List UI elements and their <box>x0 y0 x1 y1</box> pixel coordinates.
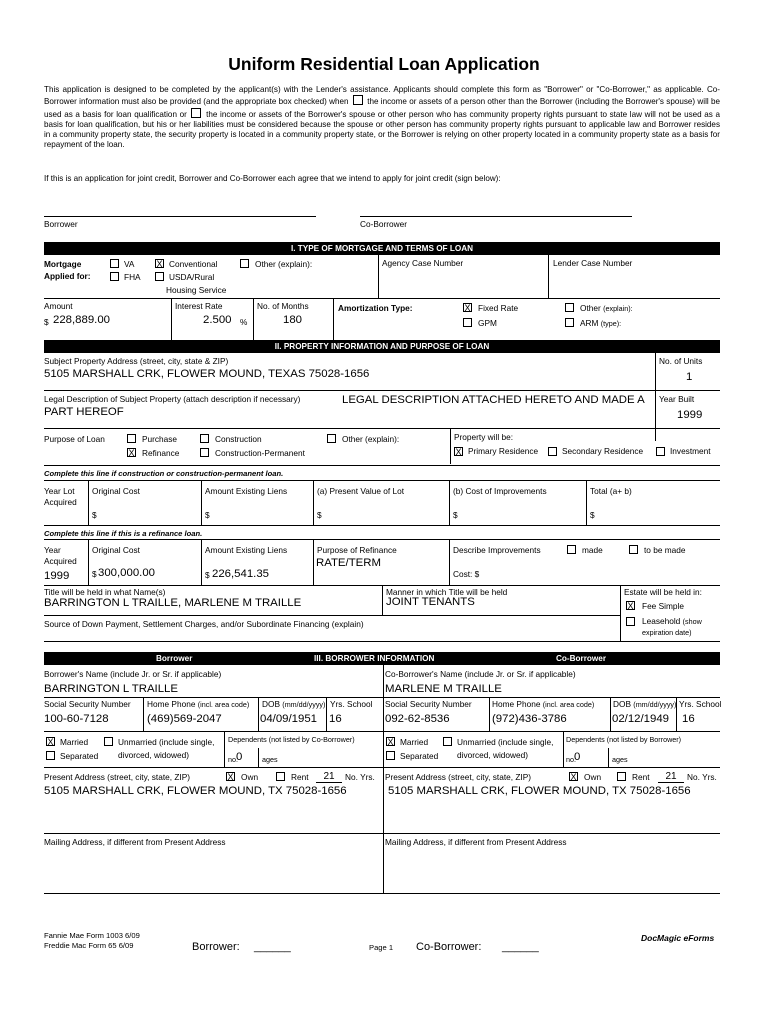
legal-description-value-1[interactable]: LEGAL DESCRIPTION ATTACHED HERETO AND MADE A <box>342 394 645 406</box>
divider <box>378 255 379 298</box>
present-value-label: (a) Present Value of Lot <box>317 486 405 496</box>
c-unmarried-label-2: divorced, widowed) <box>457 750 529 760</box>
c-dob-label <box>613 699 676 709</box>
docmagic-logo: DocMagic eForms <box>641 933 715 943</box>
b-own-label: Own <box>241 772 259 782</box>
borrower-signature-label: Borrower <box>44 219 78 229</box>
amount-currency: $ <box>44 317 49 327</box>
c-present-address-value[interactable]: 5105 MARSHALL CRK, FLOWER MOUND, TX 75028-1656 <box>388 785 691 797</box>
divider <box>313 480 314 525</box>
refi-purpose-value[interactable]: RATE/TERM <box>316 557 381 569</box>
c-years-value[interactable]: 21 <box>658 771 684 783</box>
refi-year-label-2: Acquired <box>44 556 77 566</box>
b-separated-label: Separated <box>60 751 99 761</box>
footer-borrower-initials[interactable]: ______ <box>254 941 291 953</box>
usda-label-2: Housing Service <box>166 285 227 295</box>
agency-case-label: Agency Case Number <box>382 258 464 268</box>
divider <box>44 390 720 391</box>
section-3-header: III. BORROWER INFORMATION <box>314 654 435 663</box>
c-school-label: Yrs. School <box>679 699 722 709</box>
gpm-checkbox[interactable] <box>463 318 472 327</box>
total-dollar: $ <box>590 510 595 520</box>
arm-label <box>580 318 621 328</box>
manner-title-label: Manner in which Title will be held <box>386 587 508 597</box>
refi-original-cost-dollar: $ <box>92 569 97 579</box>
secondary-residence-label: Secondary Residence <box>562 446 644 456</box>
page-number: Page 1 <box>369 943 394 952</box>
c-rent-checkbox[interactable] <box>617 772 626 781</box>
year-built-value[interactable]: 1999 <box>677 409 703 421</box>
b-rent-checkbox[interactable] <box>276 772 285 781</box>
intro-text-1: This application is designed to be completed by the applicant(s) with the Lender's assistance. Applicants should complete this form as "Borrower" or "Co-Borrower," as applicable. Co-Borrower information must also be provided (and the appropriate box checked) when <box>44 85 720 107</box>
existing-liens-label: Amount Existing Liens <box>205 486 288 496</box>
b-unmarried-label-1: Unmarried (include single, <box>118 737 215 747</box>
section-2-header: II. PROPERTY INFORMATION AND PURPOSE OF LOAN <box>44 340 720 353</box>
units-label: No. of Units <box>659 356 703 366</box>
c-own-checkbox[interactable]: X <box>570 772 577 782</box>
divider <box>620 585 621 641</box>
c-dependents-no-label: no. <box>566 755 576 764</box>
divider <box>44 767 720 768</box>
b-present-address-value[interactable]: 5105 MARSHALL CRK, FLOWER MOUND, TX 75028-1656 <box>44 785 347 797</box>
c-own-label: Own <box>584 772 602 782</box>
c-dependents-no-value[interactable]: 0 <box>574 751 581 763</box>
c-dob-sm: (mm/dd/yyyy) <box>633 700 677 709</box>
c-separated-label: Separated <box>400 751 439 761</box>
c-mailing-address-label: Mailing Address, if different from Present Address <box>385 837 567 847</box>
borrower-name-value[interactable]: BARRINGTON L TRAILLE <box>44 683 178 695</box>
cost-improvements-label: (b) Cost of Improvements <box>453 486 547 496</box>
refi-purpose-label: Purpose of Refinance <box>317 545 397 555</box>
c-no-yrs-label: No. Yrs. <box>687 772 717 782</box>
divider <box>563 731 564 767</box>
divider <box>586 480 587 525</box>
interest-rate-percent: % <box>240 317 248 327</box>
c-dob-value[interactable]: 02/12/1949 <box>612 713 670 725</box>
investment-checkbox[interactable] <box>656 447 665 456</box>
divider <box>44 641 720 642</box>
c-phone-value[interactable]: (972)436-3786 <box>492 713 567 725</box>
estate-label: Estate will be held in: <box>624 587 702 597</box>
footer-coborrower-label: Co-Borrower: <box>416 941 482 953</box>
conventional-label: Conventional <box>169 259 218 269</box>
coborrower-signature-line[interactable] <box>360 216 632 217</box>
refi-liens-value[interactable]: 226,541.35 <box>212 568 270 580</box>
b-dependents-no-label: no. <box>228 755 238 764</box>
mortgage-applied-label-2: Applied for: <box>44 271 91 281</box>
divider <box>449 480 450 525</box>
loan-amount-value[interactable]: 228,889.00 <box>53 314 111 326</box>
fannie-mae-form: Fannie Mae Form 1003 6/09 <box>44 931 140 940</box>
divider <box>610 697 611 731</box>
purchase-label: Purchase <box>142 434 178 444</box>
footer-coborrower-initials[interactable]: ______ <box>502 941 539 953</box>
divider <box>253 298 254 340</box>
borrower-signature-line[interactable] <box>44 216 316 217</box>
months-label: No. of Months <box>257 301 309 311</box>
primary-residence-label: Primary Residence <box>468 446 539 456</box>
va-checkbox[interactable] <box>110 259 119 268</box>
cost-label: Cost: $ <box>453 569 480 579</box>
intro-checkbox-1[interactable] <box>353 95 363 105</box>
b-dob-label <box>262 699 325 709</box>
c-dob-text: DOB <box>613 699 631 709</box>
b-dob-sm: (mm/dd/yyyy) <box>282 700 326 709</box>
coborrower-name-label: Co-Borrower's Name (include Jr. or Sr. if applicable) <box>385 669 576 679</box>
arm-checkbox[interactable] <box>565 318 574 327</box>
intro-paragraph <box>44 85 720 151</box>
fha-checkbox[interactable] <box>110 272 119 281</box>
c-present-address-label: Present Address (street, city, state, ZIP) <box>385 772 532 782</box>
refi-year-value[interactable]: 1999 <box>44 570 70 582</box>
b-school-label: Yrs. School <box>330 699 373 709</box>
b-ages-label: ages <box>262 755 278 764</box>
lender-case-label: Lender Case Number <box>553 258 633 268</box>
other-amort-checkbox[interactable] <box>565 303 574 312</box>
made-checkbox[interactable] <box>567 545 576 554</box>
arm-type: (type): <box>600 319 622 328</box>
subject-address-label: Subject Property Address (street, city, state & ZIP) <box>44 356 229 366</box>
refi-year-label-1: Year <box>44 545 61 555</box>
c-ages-label: ages <box>612 755 628 764</box>
borrower-name-label: Borrower's Name (include Jr. or Sr. if applicable) <box>44 669 222 679</box>
construction-perm-checkbox[interactable] <box>200 448 209 457</box>
coborrower-signature-label: Co-Borrower <box>360 219 408 229</box>
legal-description-label: Legal Description of Subject Property (attach description if necessary) <box>44 394 301 404</box>
construction-perm-label: Construction-Permanent <box>215 448 305 458</box>
units-value[interactable]: 1 <box>686 371 693 383</box>
refinance-line-note: Complete this line if this is a refinance loan. <box>44 529 203 538</box>
amount-label: Amount <box>44 301 73 311</box>
c-ssn-value[interactable]: 092-62-8536 <box>385 713 450 725</box>
original-cost-dollar: $ <box>92 510 97 520</box>
divider <box>313 539 314 585</box>
c-married-label: Married <box>400 737 429 747</box>
divider <box>449 539 450 585</box>
arm-text: ARM <box>580 318 599 328</box>
title-names-value[interactable]: BARRINGTON L TRAILLE, MARLENE M TRAILLE <box>44 597 302 609</box>
c-unmarried-label-1: Unmarried (include single, <box>457 737 554 747</box>
b-dob-text: DOB <box>262 699 280 709</box>
divider <box>44 428 720 429</box>
b-rent-label: Rent <box>291 772 309 782</box>
other-purpose-checkbox[interactable] <box>327 434 336 443</box>
b-no-yrs-label: No. Yrs. <box>345 772 375 782</box>
year-built-label: Year Built <box>659 394 695 404</box>
conventional-checkbox[interactable]: X <box>156 259 163 269</box>
joint-credit-statement: If this is an application for joint credit, Borrower and Co-Borrower each agree that we intend to apply for joint credit (sign below): <box>44 174 501 183</box>
divider <box>171 298 172 340</box>
b-married-label: Married <box>60 737 89 747</box>
source-down-payment-label: Source of Down Payment, Settlement Charges, and/or Subordinate Financing (explain) <box>44 619 364 629</box>
b-own-checkbox[interactable]: X <box>227 772 234 782</box>
divider <box>326 697 327 731</box>
refi-liens-dollar: $ <box>205 570 210 580</box>
b-phone-label <box>147 699 249 709</box>
fha-label: FHA <box>124 272 141 282</box>
other-mortgage-label: Other (explain): <box>255 259 313 269</box>
fee-simple-label: Fee Simple <box>642 601 684 611</box>
b-dependents-label: Dependents (not listed by Co-Borrower) <box>228 735 355 744</box>
divider <box>44 893 720 894</box>
leasehold-text: Leasehold <box>642 616 681 626</box>
freddie-mac-form: Freddie Mac Form 65 6/09 <box>44 941 134 950</box>
divider <box>608 748 609 767</box>
leasehold-expiration: expiration date) <box>642 628 692 637</box>
coborrower-tab: Co-Borrower <box>556 654 607 663</box>
mortgage-applied-label-1: Mortgage <box>44 259 82 269</box>
present-value-dollar: $ <box>317 510 322 520</box>
b-married-checkbox[interactable]: X <box>47 737 54 747</box>
fee-simple-checkbox[interactable]: X <box>627 601 634 611</box>
divider <box>88 480 89 525</box>
interest-rate-value[interactable]: 2.500 <box>203 314 232 326</box>
fixed-rate-label: Fixed Rate <box>478 303 519 313</box>
refi-liens-label: Amount Existing Liens <box>205 545 288 555</box>
divider <box>201 539 202 585</box>
divider <box>676 697 677 731</box>
divider <box>489 697 490 731</box>
divider <box>258 748 259 767</box>
b-years-value[interactable]: 21 <box>316 771 342 783</box>
total-label: Total (a+ b) <box>590 486 632 496</box>
c-phone-text: Home Phone <box>492 699 541 709</box>
made-label: made <box>582 545 603 555</box>
borrower-tab: Borrower <box>156 654 193 663</box>
divider <box>44 480 720 481</box>
b-dob-value[interactable]: 04/09/1951 <box>260 713 318 725</box>
divider <box>44 697 720 698</box>
divider <box>44 298 720 299</box>
divider <box>548 255 549 298</box>
divider <box>143 697 144 731</box>
divider <box>201 480 202 525</box>
construction-checkbox[interactable] <box>200 434 209 443</box>
intro-text-2: the income or assets of a person other than the Borrower (including the Borrower's spouse) will be used as a basis for loan qualification or <box>44 97 720 119</box>
construction-label: Construction <box>215 434 262 444</box>
other-amort-label <box>580 303 633 313</box>
b-separated-checkbox[interactable] <box>46 751 55 760</box>
leasehold-label <box>642 616 702 626</box>
purpose-of-loan-label: Purpose of Loan <box>44 434 105 444</box>
b-phone-value[interactable]: (469)569-2047 <box>147 713 222 725</box>
year-lot-label-2: Acquired <box>44 497 77 507</box>
b-phone-sm: (incl. area code) <box>197 700 250 709</box>
subject-address-value[interactable]: 5105 MARSHALL CRK, FLOWER MOUND, TEXAS 75028-1656 <box>44 368 370 380</box>
section-1-header: I. TYPE OF MORTGAGE AND TERMS OF LOAN <box>44 242 720 255</box>
page-title: Uniform Residential Loan Application <box>228 54 540 74</box>
cost-improvements-dollar: $ <box>453 510 458 520</box>
b-mailing-address-label: Mailing Address, if different from Present Address <box>44 837 226 847</box>
title-names-label: Title will be held in what Name(s) <box>44 587 166 597</box>
c-dependents-label: Dependents (not listed by Borrower) <box>566 735 682 744</box>
footer-borrower-label: Borrower: <box>192 941 240 953</box>
divider <box>44 525 720 526</box>
other-purpose-label: Other (explain): <box>342 434 400 444</box>
c-phone-sm: (incl. area code) <box>542 700 595 709</box>
to-be-made-label: to be made <box>644 545 686 555</box>
intro-checkbox-2[interactable] <box>191 108 201 118</box>
other-mortgage-checkbox[interactable] <box>240 259 249 268</box>
gpm-label: GPM <box>478 318 497 328</box>
purchase-checkbox[interactable] <box>127 434 136 443</box>
secondary-residence-checkbox[interactable] <box>548 447 557 456</box>
divider <box>88 539 89 585</box>
divider <box>44 833 720 834</box>
divider <box>258 697 259 731</box>
refi-original-cost-value[interactable]: 300,000.00 <box>98 567 156 579</box>
coborrower-name-value[interactable]: MARLENE M TRAILLE <box>385 683 502 695</box>
interest-rate-label: Interest Rate <box>175 301 223 311</box>
divider <box>333 298 334 340</box>
b-phone-text: Home Phone <box>147 699 196 709</box>
leasehold-checkbox[interactable] <box>626 617 635 626</box>
other-amort-text: Other <box>580 303 601 313</box>
divider <box>44 539 720 540</box>
center-divider <box>383 665 384 893</box>
months-value[interactable]: 180 <box>283 314 303 326</box>
intro-text-3: the income or assets of the Borrower's spouse or other person who has community property rights pursuant to state law will not be used as a basis for loan qualification, but his or her liabilities must be considered because the spouse or other person has community property rights pursuant to applicable law and Borrower resides in a community property state, the security property is located in a community property state, or the Borrower is relying on other property located in a community property state as a basis for repayment of the loan. <box>44 109 720 150</box>
refi-original-cost-label: Original Cost <box>92 545 140 555</box>
va-label: VA <box>124 259 135 269</box>
leasehold-show: (show <box>682 617 702 626</box>
divider <box>44 731 720 732</box>
usda-checkbox[interactable] <box>155 272 164 281</box>
investment-label: Investment <box>670 446 711 456</box>
b-present-address-label: Present Address (street, city, state, ZIP) <box>44 772 191 782</box>
b-unmarried-checkbox[interactable] <box>104 737 113 746</box>
b-unmarried-label-2: divorced, widowed) <box>118 750 190 760</box>
describe-improvements-label: Describe Improvements <box>453 545 541 555</box>
c-school-value[interactable]: 16 <box>682 713 695 725</box>
property-will-be-label: Property will be: <box>454 432 514 442</box>
original-cost-label: Original Cost <box>92 486 140 496</box>
c-separated-checkbox[interactable] <box>386 751 395 760</box>
b-ssn-label: Social Security Number <box>44 699 131 709</box>
c-unmarried-checkbox[interactable] <box>443 737 452 746</box>
c-phone-label <box>492 699 594 709</box>
amortization-type-label: Amortization Type: <box>338 303 413 313</box>
other-amort-explain: (explain): <box>603 304 633 313</box>
usda-label-1: USDA/Rural <box>169 272 215 282</box>
b-school-value[interactable]: 16 <box>329 713 342 725</box>
to-be-made-checkbox[interactable] <box>629 545 638 554</box>
divider <box>224 731 225 767</box>
b-ssn-value[interactable]: 100-60-7128 <box>44 713 109 725</box>
refinance-label: Refinance <box>142 448 180 458</box>
divider <box>382 585 383 615</box>
fixed-rate-checkbox[interactable]: X <box>464 303 471 313</box>
divider <box>44 465 720 466</box>
year-lot-label-1: Year Lot <box>44 486 75 496</box>
legal-description-value-2[interactable]: PART HEREOF <box>44 406 124 418</box>
c-rent-label: Rent <box>632 772 650 782</box>
divider <box>44 615 620 616</box>
existing-liens-dollar: $ <box>205 510 210 520</box>
manner-title-value[interactable]: JOINT TENANTS <box>386 596 475 608</box>
c-married-checkbox[interactable]: X <box>387 737 394 747</box>
construction-line-note: Complete this line if construction or construction-permanent loan. <box>44 469 284 478</box>
refinance-checkbox[interactable]: X <box>128 448 135 458</box>
primary-residence-checkbox[interactable]: X <box>455 447 462 457</box>
c-ssn-label: Social Security Number <box>385 699 472 709</box>
divider <box>450 428 451 464</box>
b-dependents-no-value[interactable]: 0 <box>236 751 243 763</box>
